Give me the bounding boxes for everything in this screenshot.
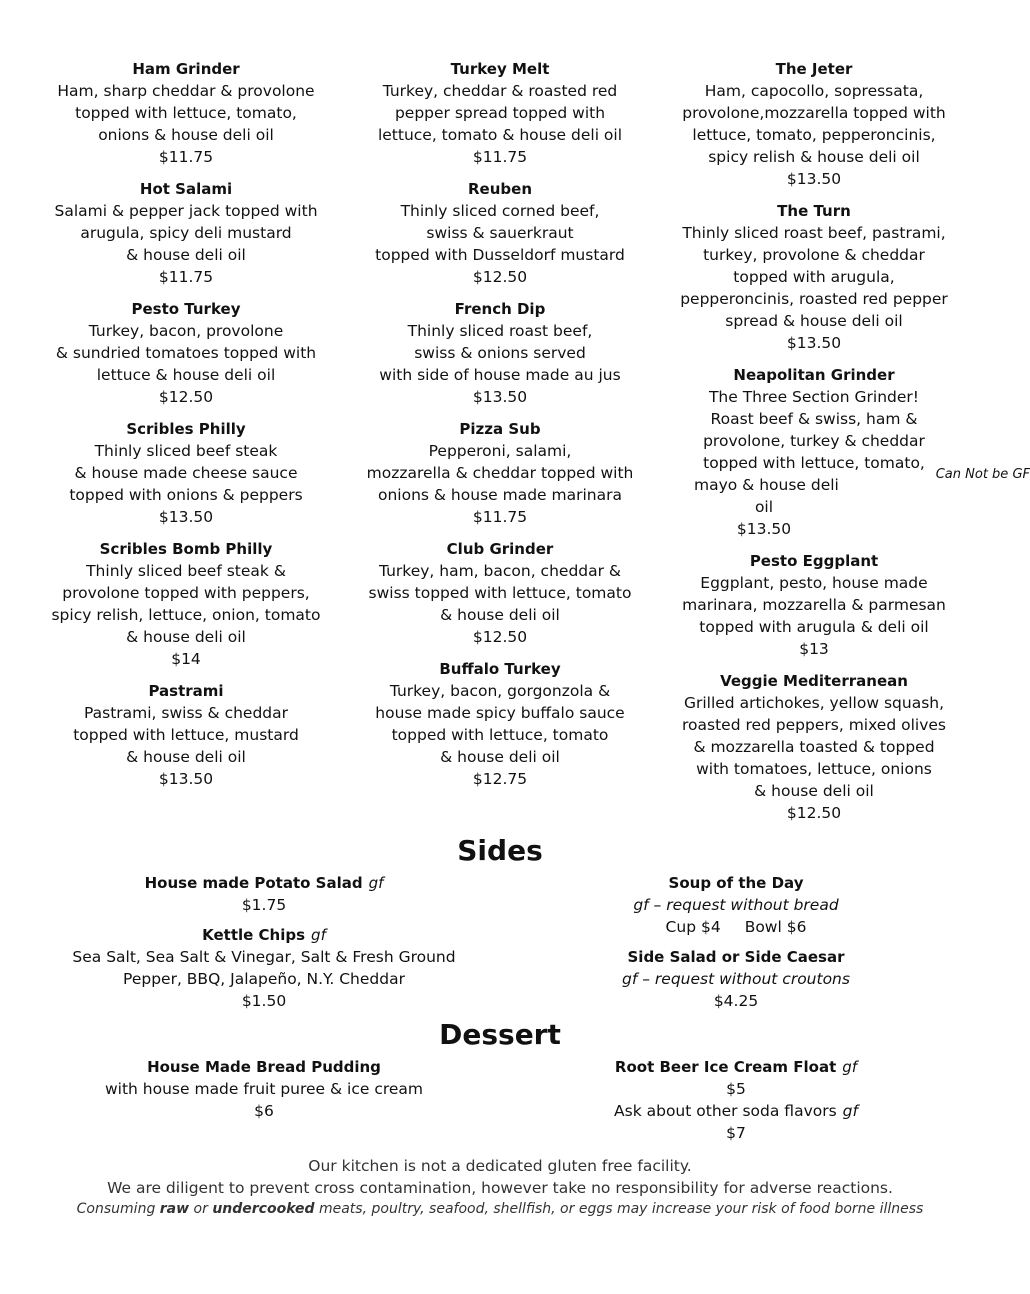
menu-item-desc-line: Thinly sliced beef steak &: [86, 562, 286, 580]
dessert-other-price: $7: [726, 1124, 746, 1142]
menu-item-desc-line: topped with arugula & deli oil: [699, 618, 929, 636]
side-name: Soup of the Day: [668, 874, 804, 892]
side-salad: [526, 946, 946, 1012]
menu-item-veggie-mediterranean: [664, 670, 964, 824]
menu-item-desc-line: swiss & sauerkraut: [426, 224, 574, 242]
menu-item-name: Scribles Philly: [126, 420, 246, 438]
other-flavors-text: Ask about other soda flavors: [614, 1102, 837, 1120]
menu-item-desc-line: topped with arugula,: [733, 268, 895, 286]
menu-item-desc-line: topped with lettuce, tomato,: [75, 104, 297, 122]
menu-item-desc-line: onions & house made marinara: [378, 486, 622, 504]
menu-item-price: $11.75: [158, 148, 214, 166]
menu-item-pesto-turkey: [36, 298, 336, 408]
dessert-name: [526, 1056, 946, 1078]
menu-item-desc-line: spread & house deli oil: [725, 312, 903, 330]
menu-item-desc-line: Roast beef & swiss, ham &: [710, 410, 918, 428]
right-top-items: [664, 58, 964, 354]
menu-item-desc-line: Pastrami, swiss & cheddar: [83, 704, 288, 722]
menu-item-desc-line: topped with lettuce, tomato: [391, 726, 609, 744]
menu-item-name: Ham Grinder: [132, 60, 240, 78]
side-price: $1.75: [241, 896, 287, 914]
menu-item-desc-line: pepper spread topped with: [394, 104, 606, 122]
dessert-bread-pudding: [54, 1056, 474, 1122]
menu-item-name: Pesto Eggplant: [749, 552, 879, 570]
side-desc-line: Pepper, BBQ, Jalapeño, N.Y. Cheddar: [123, 970, 405, 988]
menu-item-desc-line: roasted red peppers, mixed olives: [682, 716, 946, 734]
menu-item-desc-line: & house made cheese sauce: [74, 464, 298, 482]
gf-tag: gf: [842, 1102, 858, 1120]
menu-item-desc-line: Turkey, bacon, gorgonzola &: [389, 682, 611, 700]
menu-item-ham-grinder: [36, 58, 336, 168]
menu-item-desc-line: Turkey, bacon, provolone: [88, 322, 284, 340]
menu-item-price: $12.50: [472, 268, 528, 286]
menu-item-desc-line: swiss & onions served: [414, 344, 586, 362]
menu-item-price: $13.50: [736, 520, 792, 538]
side-name: [54, 872, 474, 894]
gluten-free-note: Can Not be GF: [935, 467, 1030, 482]
side-name-text: House made Potato Salad: [144, 874, 363, 892]
dessert-column-left: [54, 1056, 474, 1130]
menu-item-desc-line: spicy relish, lettuce, onion, tomato: [51, 606, 321, 624]
menu-item-name: The Jeter: [775, 60, 853, 78]
menu-item-desc-line: lettuce & house deli oil: [96, 366, 276, 384]
menu-item-desc-line: Pepperoni, salami,: [428, 442, 572, 460]
menu-item-club-grinder: [350, 538, 650, 648]
menu-item-scribles-philly: [36, 418, 336, 528]
menu-item-desc-line: Salami & pepper jack topped with: [54, 202, 318, 220]
menu-item-name: The Turn: [777, 202, 851, 220]
menu-item-price: $13.50: [786, 170, 842, 188]
neapolitan-tail: [664, 474, 839, 540]
menu-item-pizza-sub: [350, 418, 650, 528]
menu-item-desc-line: & house deli oil: [754, 782, 874, 800]
footer-consumption-warning: [0, 1198, 1000, 1220]
menu-item-desc-line: pepperoncinis, roasted red pepper: [680, 290, 948, 308]
menu-item-french-dip: [350, 298, 650, 408]
menu-item-desc-line: Turkey, cheddar & roasted red: [382, 82, 618, 100]
side-name-text: Kettle Chips: [202, 926, 306, 944]
side-kettle-chips: [54, 924, 474, 1012]
side-gf-note: gf – request without bread: [633, 896, 839, 914]
menu-item-hot-salami: [36, 178, 336, 288]
menu-item-desc-line: & house deli oil: [126, 246, 246, 264]
menu-item-name: Pastrami: [148, 682, 224, 700]
dessert-name: House Made Bread Pudding: [147, 1058, 381, 1076]
menu-item-desc-line: marinara, mozzarella & parmesan: [682, 596, 946, 614]
menu-item-desc-line: & sundried tomatoes topped with: [55, 344, 317, 362]
menu-item-desc-line: & house deli oil: [126, 748, 246, 766]
menu-item-desc-line: spicy relish & house deli oil: [708, 148, 920, 166]
dessert-price: $6: [254, 1102, 274, 1120]
right-bottom-items: [664, 550, 964, 824]
side-price: $1.50: [241, 992, 287, 1010]
dessert-column-right: [526, 1056, 946, 1152]
side-gf-note: gf – request without croutons: [622, 970, 850, 988]
menu-item-desc-line: Thinly sliced beef steak: [94, 442, 278, 460]
warning-text: Consuming: [76, 1201, 160, 1217]
menu-item-name: Turkey Melt: [450, 60, 550, 78]
menu-item-desc-line: Eggplant, pesto, house made: [700, 574, 928, 592]
menu-item-desc-line: & mozzarella toasted & topped: [693, 738, 935, 756]
menu-item-price: $11.75: [158, 268, 214, 286]
bowl-price: Bowl $6: [744, 918, 807, 936]
menu-item-price: $14: [171, 650, 201, 668]
menu-item-name: Neapolitan Grinder: [733, 366, 895, 384]
side-name: Side Salad or Side Caesar: [627, 948, 845, 966]
menu-item-desc-line: Thinly sliced roast beef, pastrami,: [682, 224, 946, 242]
menu-item-name: Club Grinder: [446, 540, 554, 558]
menu-item-reuben: [350, 178, 650, 288]
menu-item-name: Reuben: [468, 180, 532, 198]
menu-item-desc-line: arugula, spicy deli mustard: [80, 224, 292, 242]
menu-item-name: Buffalo Turkey: [439, 660, 561, 678]
soup-prices: [526, 916, 946, 938]
warning-undercooked: undercooked: [212, 1201, 315, 1217]
sides-column-right: [526, 872, 946, 1020]
side-soup: [526, 872, 946, 938]
menu-item-desc-line: provolone,mozzarella topped with: [682, 104, 946, 122]
menu-column-left: [36, 58, 336, 800]
menu-item-desc-line: with side of house made au jus: [379, 366, 621, 384]
menu-item-desc-line: oil: [754, 498, 774, 516]
menu-item-price: $13.50: [786, 334, 842, 352]
menu-item-price: $12.50: [472, 628, 528, 646]
menu-item-desc-line: topped with lettuce, mustard: [73, 726, 299, 744]
menu-item-price: $11.75: [472, 148, 528, 166]
menu-item-the-jeter: [664, 58, 964, 190]
menu-item-price: $13.50: [472, 388, 528, 406]
menu-item-desc-line: Grilled artichokes, yellow squash,: [683, 694, 945, 712]
menu-item-desc-line: lettuce, tomato, pepperoncinis,: [692, 126, 936, 144]
menu-item-desc-line: Turkey, ham, bacon, cheddar &: [378, 562, 622, 580]
gf-tag: gf: [368, 874, 384, 892]
menu-item-desc-line: Ham, capocollo, sopressata,: [704, 82, 924, 100]
menu-item-desc-line: turkey, provolone & cheddar: [703, 246, 925, 264]
side-name: [54, 924, 474, 946]
menu-item-price: $13.50: [158, 770, 214, 788]
menu-item-desc-line: lettuce, tomato & house deli oil: [377, 126, 623, 144]
dessert-price: $5: [726, 1080, 746, 1098]
side-desc-line: Sea Salt, Sea Salt & Vinegar, Salt & Fresh Ground: [72, 948, 456, 966]
warning-text: or: [189, 1201, 213, 1217]
menu-item-name: Pesto Turkey: [131, 300, 241, 318]
menu-item-desc-line: with tomatoes, lettuce, onions: [696, 760, 932, 778]
gf-tag: gf: [311, 926, 326, 944]
menu-item-desc-line: & house deli oil: [440, 606, 560, 624]
menu-item-name: Veggie Mediterranean: [720, 672, 908, 690]
dessert-heading: Dessert: [439, 1018, 561, 1051]
menu-column-right: [664, 58, 1030, 834]
footer-gluten-disclaimer: Our kitchen is not a dedicated gluten free facility.: [308, 1157, 692, 1175]
menu-item-desc-line: topped with Dusseldorf mustard: [375, 246, 625, 264]
menu-item-desc-line: onions & house deli oil: [98, 126, 274, 144]
menu-item-desc-line: & house deli oil: [440, 748, 560, 766]
dessert-name-text: Root Beer Ice Cream Float: [614, 1058, 837, 1076]
menu-item-name: Scribles Bomb Philly: [99, 540, 273, 558]
sides-heading: Sides: [457, 834, 543, 867]
menu-column-middle: [350, 58, 650, 800]
menu-item-desc-line: house made spicy buffalo sauce: [375, 704, 625, 722]
menu-item-buffalo-turkey: [350, 658, 650, 790]
menu-item-price: $12.50: [158, 388, 214, 406]
footer-cross-contamination: We are diligent to prevent cross contamination, however take no responsibility for adverse reactions.: [107, 1179, 893, 1197]
menu-item-desc-line: Thinly sliced roast beef,: [407, 322, 593, 340]
menu-item-pesto-eggplant: [664, 550, 964, 660]
cup-price: Cup $4: [665, 918, 721, 936]
menu-item-price: $12.50: [786, 804, 842, 822]
menu-item-scribles-bomb-philly: [36, 538, 336, 670]
menu-item-desc-line: mayo & house deli: [694, 476, 839, 494]
menu-item-desc-line: & house deli oil: [126, 628, 246, 646]
gf-tag: gf: [842, 1058, 858, 1076]
menu-item-price: $13: [799, 640, 829, 658]
menu-item-the-turn: [664, 200, 964, 354]
menu-item-price: $12.75: [472, 770, 528, 788]
menu-item-name: Hot Salami: [139, 180, 233, 198]
dessert-desc-line: with house made fruit puree & ice cream: [104, 1080, 424, 1098]
warning-raw: raw: [159, 1201, 190, 1217]
menu-item-neapolitan-grinder: [664, 364, 1030, 540]
side-price: $4.25: [713, 992, 759, 1010]
menu-item-name: French Dip: [454, 300, 546, 318]
dessert-other-flavors: [526, 1100, 946, 1122]
menu-item-desc-line: swiss topped with lettuce, tomato: [368, 584, 632, 602]
menu-item-desc-line: Thinly sliced corned beef,: [400, 202, 600, 220]
menu-item-price: $11.75: [472, 508, 528, 526]
menu-item-desc-line: mozzarella & cheddar topped with: [366, 464, 634, 482]
side-potato-salad: [54, 872, 474, 916]
menu-item-desc-line: Ham, sharp cheddar & provolone: [57, 82, 315, 100]
menu-item-desc-line: provolone, turkey & cheddar: [703, 432, 925, 450]
menu-item-price: $13.50: [158, 508, 214, 526]
menu-item-turkey-melt: [350, 58, 650, 168]
menu-item-desc-line: The Three Section Grinder!: [708, 388, 920, 406]
menu-item-desc-line: topped with lettuce, tomato,: [703, 454, 925, 472]
sides-column-left: [54, 872, 474, 1020]
menu-item-pastrami: [36, 680, 336, 790]
menu-item-desc-line: provolone topped with peppers,: [62, 584, 310, 602]
dessert-root-beer-float: [526, 1056, 946, 1144]
menu-item-desc-line: topped with onions & peppers: [69, 486, 303, 504]
warning-text: meats, poultry, seafood, shellfish, or eggs may increase your risk of food borne illness: [314, 1201, 924, 1217]
menu-item-name: Pizza Sub: [459, 420, 541, 438]
